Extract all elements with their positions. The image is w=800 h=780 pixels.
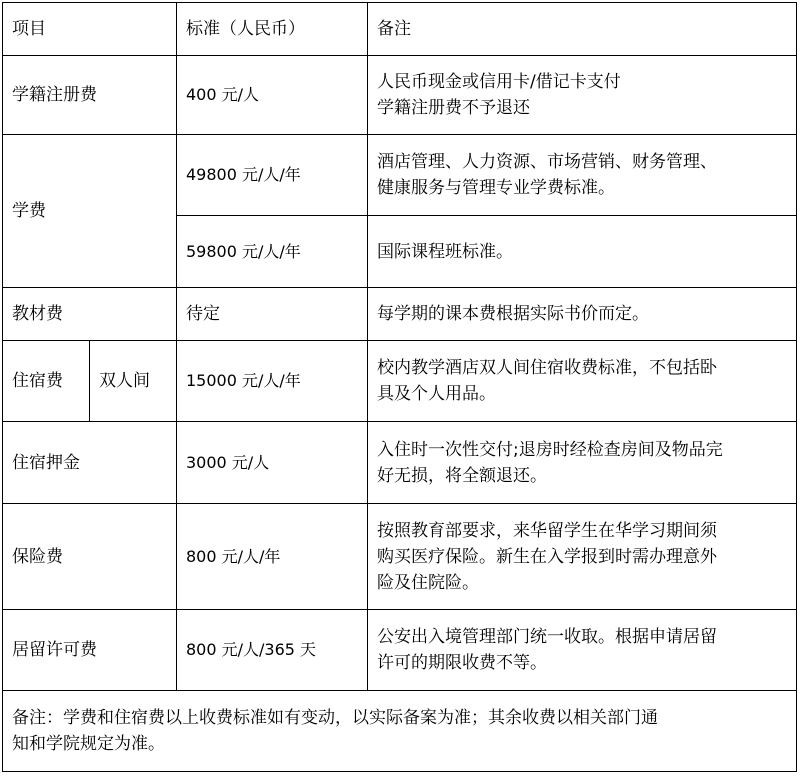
registration-note-line: 人民币现金或信用卡/借记卡支付 xyxy=(377,72,621,92)
fee-table xyxy=(2,2,797,772)
tuition-item xyxy=(2,134,177,288)
tuition-note-1-line: 健康服务与管理专业学费标准。 xyxy=(377,178,615,198)
textbook-note xyxy=(367,287,797,341)
registration-standard xyxy=(176,55,368,135)
tuition-note-1 xyxy=(367,134,797,216)
registration-note xyxy=(367,55,797,135)
textbook-item-label: 教材费 xyxy=(12,304,63,324)
deposit-item-label: 住宿押金 xyxy=(12,452,80,473)
accommodation-item xyxy=(2,340,90,422)
residence-note xyxy=(367,609,797,691)
registration-note-line: 学籍注册费不予退还 xyxy=(377,98,530,118)
header-note xyxy=(367,2,797,56)
residence-note-line: 许可的期限收费不等。 xyxy=(377,653,547,673)
header-item xyxy=(2,2,177,56)
residence-item xyxy=(2,609,177,691)
footer-note-line: 备注：学费和住宿费以上收费标准如有变动，以实际备案为准；其余收费以相关部门通 xyxy=(12,708,658,728)
insurance-standard-label: 800 元/人/年 xyxy=(186,546,281,566)
tuition-item-label: 学费 xyxy=(12,201,46,221)
footer-note xyxy=(2,690,797,772)
accommodation-subitem-label: 双人间 xyxy=(99,371,150,391)
insurance-note xyxy=(367,503,797,610)
tuition-note-1-line: 酒店管理、人力资源、市场营销、财务管理、 xyxy=(377,152,717,172)
footer-note-line: 知和学院规定为准。 xyxy=(12,734,165,754)
tuition-standard-1 xyxy=(176,134,368,216)
header-item-label: 项目 xyxy=(12,19,46,39)
insurance-item-label: 保险费 xyxy=(12,546,63,567)
tuition-note-2-label: 国际课程班标准。 xyxy=(377,241,513,262)
registration-standard-label: 400 元/人 xyxy=(186,85,260,104)
tuition-standard-2-label: 59800 元/人/年 xyxy=(186,241,301,261)
deposit-note-line: 入住时一次性交付;退房时经检查房间及物品完 xyxy=(377,439,723,460)
accommodation-note-line: 具及个人用品。 xyxy=(377,384,496,404)
accommodation-note-line: 校内教学酒店双人间住宿收费标准，不包括卧 xyxy=(377,358,717,378)
insurance-note-line: 购买医疗保险。新生在入学报到时需办理意外 xyxy=(377,546,717,567)
residence-standard-label: 800 元/人/365 天 xyxy=(186,640,317,659)
accommodation-subitem xyxy=(89,340,177,422)
insurance-note-line: 险及住院险。 xyxy=(377,572,479,593)
deposit-note-line: 好无损，将全额退还。 xyxy=(377,465,547,486)
accommodation-note xyxy=(367,340,797,422)
accommodation-item-label: 住宿费 xyxy=(12,371,63,391)
header-note-label: 备注 xyxy=(377,19,411,39)
tuition-standard-1-label: 49800 元/人/年 xyxy=(186,165,301,184)
textbook-note-label: 每学期的课本费根据实际书价而定。 xyxy=(377,304,649,324)
textbook-item xyxy=(2,287,177,341)
registration-item-label: 学籍注册费 xyxy=(12,85,97,105)
residence-note-line: 公安出入境管理部门统一收取。根据申请居留 xyxy=(377,627,717,647)
deposit-standard xyxy=(176,421,368,504)
tuition-note-2 xyxy=(367,215,797,288)
insurance-standard xyxy=(176,503,368,610)
deposit-standard-label: 3000 元/人 xyxy=(186,452,270,472)
deposit-note xyxy=(367,421,797,504)
accommodation-standard xyxy=(176,340,368,422)
insurance-item xyxy=(2,503,177,610)
deposit-item xyxy=(2,421,177,504)
header-standard xyxy=(176,2,368,56)
textbook-standard-label: 待定 xyxy=(186,304,220,324)
accommodation-standard-label: 15000 元/人/年 xyxy=(186,371,301,390)
tuition-standard-2 xyxy=(176,215,368,288)
textbook-standard xyxy=(176,287,368,341)
residence-item-label: 居留许可费 xyxy=(12,640,97,660)
insurance-note-line: 按照教育部要求，来华留学生在华学习期间须 xyxy=(377,520,717,541)
residence-standard xyxy=(176,609,368,691)
registration-item xyxy=(2,55,177,135)
header-standard-label: 标准（人民币） xyxy=(186,19,305,39)
